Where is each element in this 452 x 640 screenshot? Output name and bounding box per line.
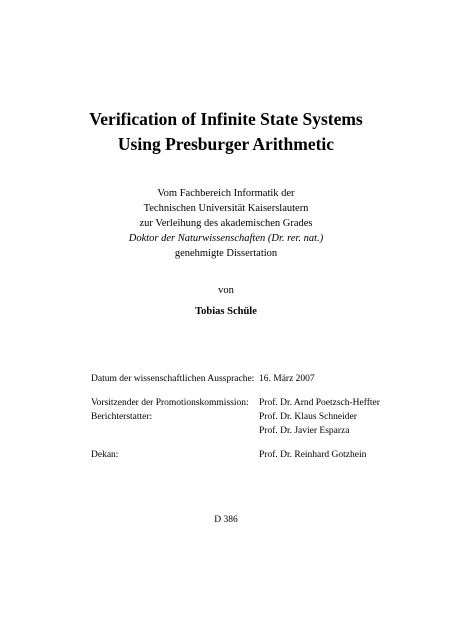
dissertation-number: D 386 [214,515,238,525]
thesis-title-line-2: Using Presburger Arithmetic [117,134,335,154]
committee-info [91,372,409,462]
defense-date-label: Datum der wissenschaftlichen Aussprache: [91,374,255,384]
reviewer-1: Prof. Dr. Klaus Schneider [259,412,357,422]
reviewer-2: Prof. Dr. Javier Esparza [259,426,350,436]
author-name: Tobias Schüle [195,306,257,317]
degree-line: Doktor der Naturwissenschaften (Dr. rer. nat.) [128,233,324,244]
dean-row [91,448,409,462]
faculty-statement [0,186,452,261]
chair-row [91,396,409,410]
thesis-title [0,107,452,157]
defense-date-value: 16. März 2007 [259,374,315,384]
dean-value: Prof. Dr. Reinhard Gotzhein [259,450,367,460]
chair-value: Prof. Dr. Arnd Poetzsch-Heffter [259,398,380,408]
faculty-line-2: Technischen Universität Kaiserslautern [143,203,309,214]
dean-label: Dekan: [91,450,119,460]
faculty-line-1: Vom Fachbereich Informatik der [157,188,295,199]
chair-label: Vorsitzender der Promotionskommission: [91,398,249,408]
faculty-line-3: zur Verleihung des akademischen Grades [139,218,313,229]
von-label: von [218,285,234,296]
reviewer-row-1 [91,410,409,424]
faculty-line-5: genehmigte Dissertation [174,248,278,259]
reviewers-label: Berichterstatter: [91,412,153,422]
reviewer-row-2 [91,424,409,438]
thesis-title-line-1: Verification of Infinite State Systems [89,109,363,129]
defense-date-row [91,372,409,386]
